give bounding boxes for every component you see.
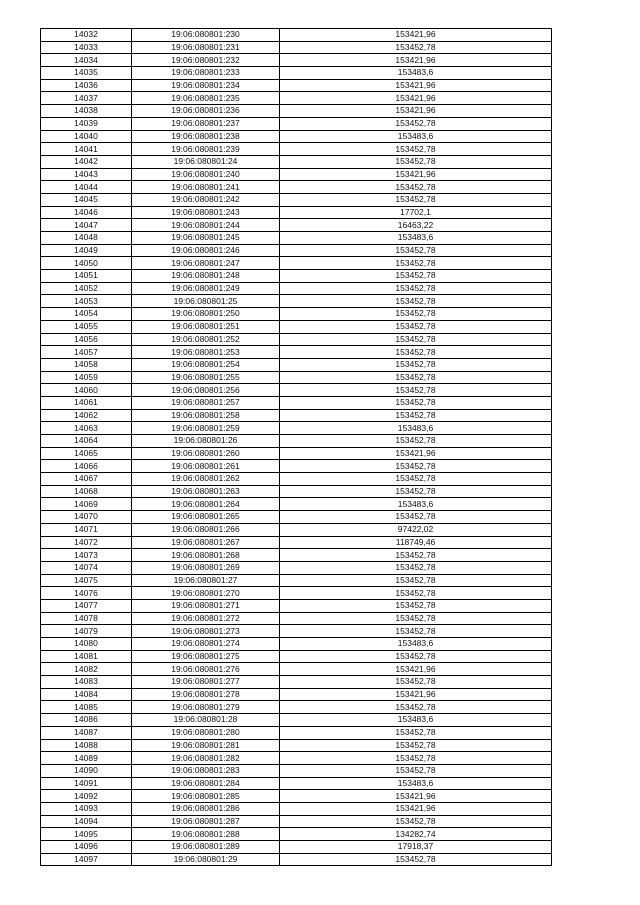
table-row [41,536,552,549]
row-number-cell: 14047 [41,219,132,232]
table-row [41,346,552,359]
row-number-cell: 14044 [41,181,132,194]
table-row [41,599,552,612]
cadastral-value-cell: 153421,96 [280,29,552,42]
cadastral-value-cell: 153483,6 [280,714,552,727]
table-body [41,29,552,866]
cadastral-value-cell: 153452,78 [280,815,552,828]
row-number-cell: 14053 [41,295,132,308]
cadastral-value-cell: 153421,96 [280,447,552,460]
cadastral-value-cell: 153421,96 [280,663,552,676]
row-number-cell: 14041 [41,143,132,156]
cadastral-value-cell: 153452,78 [280,257,552,270]
cadastral-value-cell: 153452,78 [280,155,552,168]
table-row [41,638,552,651]
table-row [41,282,552,295]
cadastral-number-cell: 19:06:080801:273 [132,625,280,638]
cadastral-value-cell: 153421,96 [280,688,552,701]
row-number-cell: 14063 [41,422,132,435]
cadastral-value-cell: 153452,78 [280,485,552,498]
row-number-cell: 14085 [41,701,132,714]
cadastral-value-cell: 153421,96 [280,79,552,92]
cadastral-value-cell: 153483,6 [280,130,552,143]
table-row [41,447,552,460]
cadastral-number-cell: 19:06:080801:260 [132,447,280,460]
cadastral-value-cell: 97422,02 [280,523,552,536]
table-row [41,663,552,676]
table-row [41,270,552,283]
row-number-cell: 14060 [41,384,132,397]
table-row [41,155,552,168]
row-number-cell: 14095 [41,828,132,841]
cadastral-value-cell: 153483,6 [280,232,552,245]
cadastral-value-cell: 153452,78 [280,587,552,600]
cadastral-value-cell: 17702,1 [280,206,552,219]
table-row [41,358,552,371]
row-number-cell: 14077 [41,599,132,612]
table-row [41,371,552,384]
cadastral-value-cell: 153483,6 [280,67,552,80]
row-number-cell: 14033 [41,41,132,54]
table-row [41,219,552,232]
cadastral-number-cell: 19:06:080801:234 [132,79,280,92]
cadastral-number-cell: 19:06:080801:282 [132,752,280,765]
cadastral-number-cell: 19:06:080801:285 [132,790,280,803]
row-number-cell: 14066 [41,460,132,473]
row-number-cell: 14076 [41,587,132,600]
row-number-cell: 14043 [41,168,132,181]
table-row [41,105,552,118]
cadastral-value-cell: 153452,78 [280,358,552,371]
row-number-cell: 14042 [41,155,132,168]
row-number-cell: 14075 [41,574,132,587]
row-number-cell: 14072 [41,536,132,549]
row-number-cell: 14082 [41,663,132,676]
cadastral-value-cell: 153452,78 [280,764,552,777]
table-row [41,92,552,105]
row-number-cell: 14078 [41,612,132,625]
cadastral-value-cell: 153421,96 [280,105,552,118]
row-number-cell: 14097 [41,853,132,866]
row-number-cell: 14079 [41,625,132,638]
cadastral-value-cell: 153452,78 [280,41,552,54]
cadastral-value-cell: 153452,78 [280,739,552,752]
cadastral-number-cell: 19:06:080801:272 [132,612,280,625]
cadastral-number-cell: 19:06:080801:257 [132,396,280,409]
cadastral-value-cell: 134282,74 [280,828,552,841]
cadastral-value-cell: 153452,78 [280,599,552,612]
row-number-cell: 14093 [41,802,132,815]
table-row [41,777,552,790]
row-number-cell: 14068 [41,485,132,498]
row-number-cell: 14096 [41,841,132,854]
table-row [41,676,552,689]
table-row [41,498,552,511]
cadastral-number-cell: 19:06:080801:259 [132,422,280,435]
cadastral-number-cell: 19:06:080801:253 [132,346,280,359]
cadastral-number-cell: 19:06:080801:251 [132,320,280,333]
table-row [41,130,552,143]
cadastral-number-cell: 19:06:080801:288 [132,828,280,841]
cadastral-value-cell: 153483,6 [280,638,552,651]
cadastral-number-cell: 19:06:080801:239 [132,143,280,156]
cadastral-value-cell: 153452,78 [280,612,552,625]
cadastral-number-cell: 19:06:080801:266 [132,523,280,536]
cadastral-number-cell: 19:06:080801:231 [132,41,280,54]
cadastral-number-cell: 19:06:080801:287 [132,815,280,828]
row-number-cell: 14054 [41,308,132,321]
row-number-cell: 14050 [41,257,132,270]
table-row [41,511,552,524]
cadastral-value-cell: 153452,78 [280,244,552,257]
row-number-cell: 14048 [41,232,132,245]
table-row [41,193,552,206]
table-row [41,29,552,42]
cadastral-value-cell: 153452,78 [280,282,552,295]
row-number-cell: 14069 [41,498,132,511]
row-number-cell: 14059 [41,371,132,384]
cadastral-number-cell: 19:06:080801:235 [132,92,280,105]
table-row [41,815,552,828]
table-row [41,701,552,714]
row-number-cell: 14038 [41,105,132,118]
cadastral-value-cell: 153452,78 [280,270,552,283]
cadastral-value-cell: 153452,78 [280,371,552,384]
row-number-cell: 14045 [41,193,132,206]
table-row [41,257,552,270]
table-row [41,295,552,308]
row-number-cell: 14094 [41,815,132,828]
table-row [41,333,552,346]
cadastral-value-cell: 153452,78 [280,650,552,663]
cadastral-value-cell: 153452,78 [280,409,552,422]
cadastral-number-cell: 19:06:080801:29 [132,853,280,866]
row-number-cell: 14039 [41,117,132,130]
table-row [41,688,552,701]
row-number-cell: 14065 [41,447,132,460]
row-number-cell: 14092 [41,790,132,803]
row-number-cell: 14061 [41,396,132,409]
cadastral-number-cell: 19:06:080801:26 [132,435,280,448]
table-row [41,473,552,486]
cadastral-number-cell: 19:06:080801:255 [132,371,280,384]
row-number-cell: 14046 [41,206,132,219]
cadastral-number-cell: 19:06:080801:240 [132,168,280,181]
cadastral-number-cell: 19:06:080801:28 [132,714,280,727]
cadastral-value-cell: 153452,78 [280,117,552,130]
table-row [41,232,552,245]
cadastral-number-cell: 19:06:080801:233 [132,67,280,80]
cadastral-value-cell: 153452,78 [280,853,552,866]
cadastral-number-cell: 19:06:080801:265 [132,511,280,524]
cadastral-number-cell: 19:06:080801:256 [132,384,280,397]
table-row [41,143,552,156]
cadastral-number-cell: 19:06:080801:289 [132,841,280,854]
cadastral-number-cell: 19:06:080801:274 [132,638,280,651]
table-row [41,79,552,92]
row-number-cell: 14052 [41,282,132,295]
cadastral-number-cell: 19:06:080801:244 [132,219,280,232]
table-row [41,587,552,600]
table-row [41,409,552,422]
cadastral-number-cell: 19:06:080801:268 [132,549,280,562]
table-row [41,308,552,321]
cadastral-number-cell: 19:06:080801:243 [132,206,280,219]
table-row [41,714,552,727]
cadastral-value-cell: 153452,78 [280,561,552,574]
row-number-cell: 14051 [41,270,132,283]
cadastral-number-cell: 19:06:080801:269 [132,561,280,574]
cadastral-number-cell: 19:06:080801:264 [132,498,280,511]
table-row [41,67,552,80]
table-row [41,726,552,739]
cadastral-value-cell: 118749,46 [280,536,552,549]
cadastral-value-cell: 153452,78 [280,181,552,194]
cadastral-value-cell: 153452,78 [280,574,552,587]
cadastral-value-cell: 153421,96 [280,92,552,105]
table-row [41,244,552,257]
cadastral-number-cell: 19:06:080801:25 [132,295,280,308]
row-number-cell: 14040 [41,130,132,143]
row-number-cell: 14062 [41,409,132,422]
cadastral-number-cell: 19:06:080801:284 [132,777,280,790]
cadastral-value-cell: 153452,78 [280,320,552,333]
row-number-cell: 14087 [41,726,132,739]
cadastral-number-cell: 19:06:080801:232 [132,54,280,67]
table-row [41,117,552,130]
cadastral-number-cell: 19:06:080801:262 [132,473,280,486]
cadastral-number-cell: 19:06:080801:250 [132,308,280,321]
cadastral-number-cell: 19:06:080801:27 [132,574,280,587]
cadastral-value-cell: 16463,22 [280,219,552,232]
table-row [41,650,552,663]
cadastral-value-cell: 17918,37 [280,841,552,854]
cadastral-value-cell: 153421,96 [280,54,552,67]
row-number-cell: 14035 [41,67,132,80]
cadastral-number-cell: 19:06:080801:283 [132,764,280,777]
row-number-cell: 14067 [41,473,132,486]
cadastral-number-cell: 19:06:080801:248 [132,270,280,283]
row-number-cell: 14083 [41,676,132,689]
row-number-cell: 14049 [41,244,132,257]
cadastral-value-cell: 153452,78 [280,460,552,473]
cadastral-number-cell: 19:06:080801:278 [132,688,280,701]
cadastral-value-cell: 153452,78 [280,549,552,562]
row-number-cell: 14034 [41,54,132,67]
row-number-cell: 14081 [41,650,132,663]
cadastral-value-cell: 153483,6 [280,498,552,511]
cadastral-number-cell: 19:06:080801:241 [132,181,280,194]
row-number-cell: 14089 [41,752,132,765]
cadastral-value-cell: 153452,78 [280,701,552,714]
cadastral-value-cell: 153452,78 [280,625,552,638]
table-row [41,574,552,587]
table-row [41,764,552,777]
row-number-cell: 14088 [41,739,132,752]
row-number-cell: 14073 [41,549,132,562]
cadastral-value-cell: 153483,6 [280,777,552,790]
cadastral-number-cell: 19:06:080801:230 [132,29,280,42]
table-row [41,435,552,448]
row-number-cell: 14091 [41,777,132,790]
table-row [41,802,552,815]
row-number-cell: 14071 [41,523,132,536]
table-row [41,41,552,54]
cadastral-value-cell: 153452,78 [280,676,552,689]
cadastral-number-cell: 19:06:080801:247 [132,257,280,270]
cadastral-number-cell: 19:06:080801:270 [132,587,280,600]
cadastral-value-table [40,28,552,866]
cadastral-number-cell: 19:06:080801:246 [132,244,280,257]
row-number-cell: 14058 [41,358,132,371]
table-row [41,752,552,765]
row-number-cell: 14032 [41,29,132,42]
table-row [41,828,552,841]
row-number-cell: 14084 [41,688,132,701]
table-row [41,422,552,435]
table-row [41,612,552,625]
cadastral-value-cell: 153452,78 [280,346,552,359]
cadastral-number-cell: 19:06:080801:236 [132,105,280,118]
cadastral-value-cell: 153452,78 [280,295,552,308]
cadastral-number-cell: 19:06:080801:238 [132,130,280,143]
cadastral-value-cell: 153452,78 [280,143,552,156]
row-number-cell: 14074 [41,561,132,574]
cadastral-value-cell: 153452,78 [280,473,552,486]
table-row [41,853,552,866]
table-row [41,523,552,536]
table-row [41,168,552,181]
cadastral-number-cell: 19:06:080801:275 [132,650,280,663]
cadastral-value-cell: 153452,78 [280,333,552,346]
row-number-cell: 14056 [41,333,132,346]
cadastral-value-cell: 153452,78 [280,396,552,409]
cadastral-value-cell: 153452,78 [280,308,552,321]
table-row [41,384,552,397]
table-row [41,460,552,473]
table-row [41,549,552,562]
cadastral-number-cell: 19:06:080801:24 [132,155,280,168]
cadastral-value-cell: 153452,78 [280,435,552,448]
table-row [41,625,552,638]
row-number-cell: 14090 [41,764,132,777]
row-number-cell: 14036 [41,79,132,92]
table-row [41,206,552,219]
cadastral-value-cell: 153452,78 [280,752,552,765]
table-row [41,320,552,333]
cadastral-number-cell: 19:06:080801:242 [132,193,280,206]
cadastral-value-cell: 153452,78 [280,511,552,524]
cadastral-number-cell: 19:06:080801:277 [132,676,280,689]
cadastral-number-cell: 19:06:080801:237 [132,117,280,130]
cadastral-number-cell: 19:06:080801:267 [132,536,280,549]
row-number-cell: 14070 [41,511,132,524]
cadastral-number-cell: 19:06:080801:280 [132,726,280,739]
cadastral-number-cell: 19:06:080801:261 [132,460,280,473]
cadastral-number-cell: 19:06:080801:263 [132,485,280,498]
cadastral-number-cell: 19:06:080801:245 [132,232,280,245]
row-number-cell: 14080 [41,638,132,651]
cadastral-number-cell: 19:06:080801:286 [132,802,280,815]
cadastral-value-cell: 153483,6 [280,422,552,435]
cadastral-number-cell: 19:06:080801:281 [132,739,280,752]
cadastral-number-cell: 19:06:080801:258 [132,409,280,422]
cadastral-number-cell: 19:06:080801:254 [132,358,280,371]
table-row [41,561,552,574]
cadastral-number-cell: 19:06:080801:249 [132,282,280,295]
row-number-cell: 14055 [41,320,132,333]
row-number-cell: 14037 [41,92,132,105]
table-row [41,841,552,854]
table-row [41,54,552,67]
row-number-cell: 14086 [41,714,132,727]
cadastral-value-cell: 153452,78 [280,193,552,206]
cadastral-value-cell: 153421,96 [280,802,552,815]
cadastral-number-cell: 19:06:080801:252 [132,333,280,346]
table-row [41,485,552,498]
row-number-cell: 14064 [41,435,132,448]
table-row [41,396,552,409]
table-row [41,181,552,194]
table-row [41,739,552,752]
cadastral-number-cell: 19:06:080801:279 [132,701,280,714]
cadastral-value-cell: 153452,78 [280,726,552,739]
row-number-cell: 14057 [41,346,132,359]
cadastral-value-cell: 153421,96 [280,790,552,803]
cadastral-number-cell: 19:06:080801:276 [132,663,280,676]
cadastral-value-cell: 153452,78 [280,384,552,397]
cadastral-value-cell: 153421,96 [280,168,552,181]
table-row [41,790,552,803]
cadastral-number-cell: 19:06:080801:271 [132,599,280,612]
